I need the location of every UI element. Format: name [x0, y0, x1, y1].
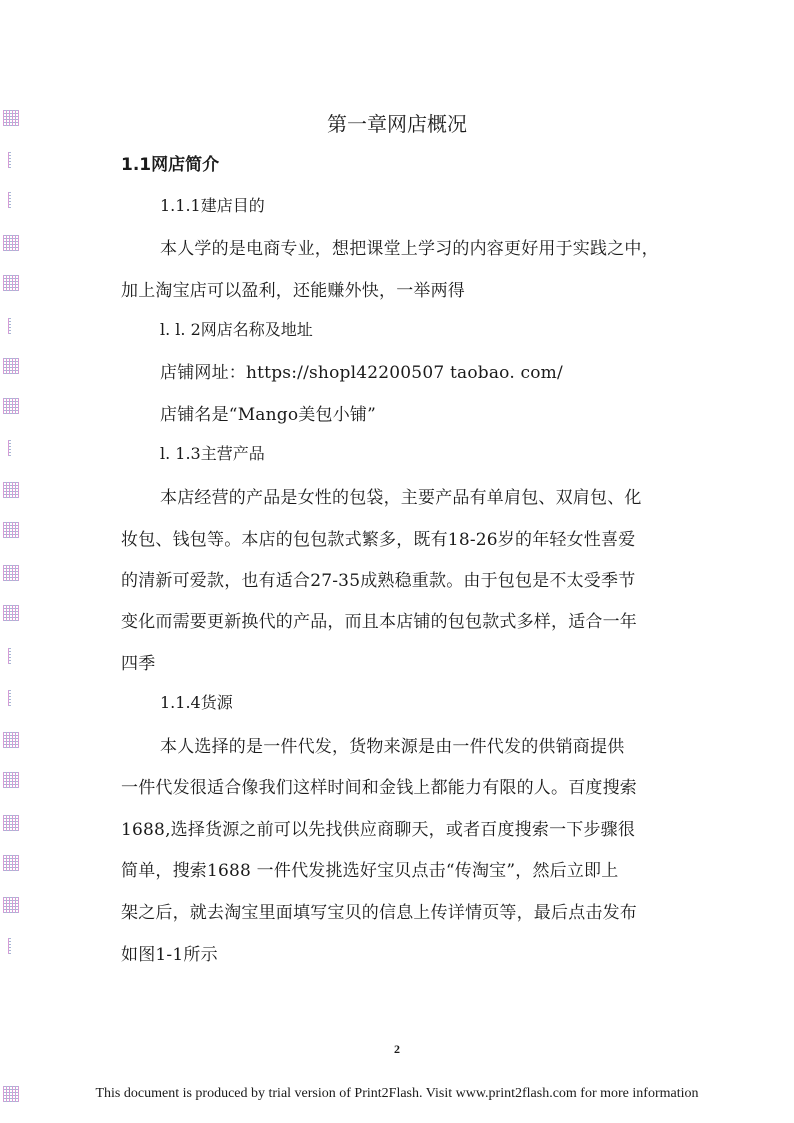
paragraph-line: 架之后，就去淘宝里面填写宝贝的信息上传详情页等，最后点击发布	[121, 903, 637, 923]
margin-artifact	[3, 855, 19, 871]
margin-artifact	[3, 358, 19, 374]
paragraph-line: 一件代发很适合像我们这样时间和金钱上都能力有限的人。百度搜索	[121, 778, 637, 798]
margin-artifact	[3, 522, 19, 538]
paragraph-line: 的清新可爱款，也有适合27-35成熟稳重款。由于包包是不太受季节	[121, 571, 636, 591]
margin-artifact	[8, 938, 11, 954]
margin-artifact	[8, 440, 11, 456]
subsection-heading: l. 1.3主营产品	[160, 444, 265, 463]
shop-name-line: 店铺名是“Mango美包小铺”	[160, 405, 376, 425]
paragraph-line: 变化而需要更新换代的产品，而且本店铺的包包款式多样，适合一年	[121, 612, 637, 632]
margin-artifact	[3, 482, 19, 498]
subsection-heading: l. l. 2网店名称及地址	[160, 320, 313, 339]
paragraph-line: 简单，搜索1688 一件代发挑选好宝贝点击“传淘宝”，然后立即上	[121, 861, 619, 881]
margin-artifact	[8, 318, 11, 334]
paragraph-line: 1688,选择货源之前可以先找供应商聊天，或者百度搜索一下步骤很	[121, 820, 636, 840]
margin-artifact	[3, 772, 19, 788]
paragraph-line: 妆包、钱包等。本店的包包款式繁多，既有18-26岁的年轻女性喜爱	[121, 530, 636, 550]
margin-artifact	[3, 275, 19, 291]
section-title: 1.1网店简介	[121, 155, 220, 175]
chapter-title: 第一章网店概况	[327, 112, 467, 136]
margin-artifact	[8, 690, 11, 706]
margin-artifact	[8, 192, 11, 208]
margin-artifact	[8, 648, 11, 664]
trial-watermark-footer: This document is produced by trial version of Print2Flash. Visit www.print2flash.com for more information	[95, 1086, 699, 1101]
margin-artifact	[3, 605, 19, 621]
margin-artifact	[3, 897, 19, 913]
paragraph-line: 本店经营的产品是女性的包袋，主要产品有单肩包、双肩包、化	[160, 488, 642, 508]
paragraph-line: 如图1-1所示	[121, 945, 218, 965]
page-number: 2	[394, 1042, 400, 1056]
shop-url-line: 店铺网址：https://shopl42200507 taobao. com/	[160, 363, 563, 383]
margin-artifact	[8, 152, 11, 168]
margin-artifact	[3, 732, 19, 748]
margin-artifact	[3, 815, 19, 831]
margin-artifact	[3, 398, 19, 414]
paragraph-line: 本人学的是电商专业，想把课堂上学习的内容更好用于实践之中，	[160, 239, 659, 259]
subsection-heading: 1.1.4货源	[160, 693, 233, 712]
paragraph-line: 本人选择的是一件代发，货物来源是由一件代发的供销商提供	[160, 737, 625, 757]
margin-artifact	[3, 565, 19, 581]
paragraph-line: 四季	[121, 654, 156, 674]
subsection-heading: 1.1.1建店目的	[160, 196, 265, 215]
margin-artifact	[3, 235, 19, 251]
paragraph-line: 加上淘宝店可以盈利，还能赚外快，一举两得	[121, 281, 465, 301]
